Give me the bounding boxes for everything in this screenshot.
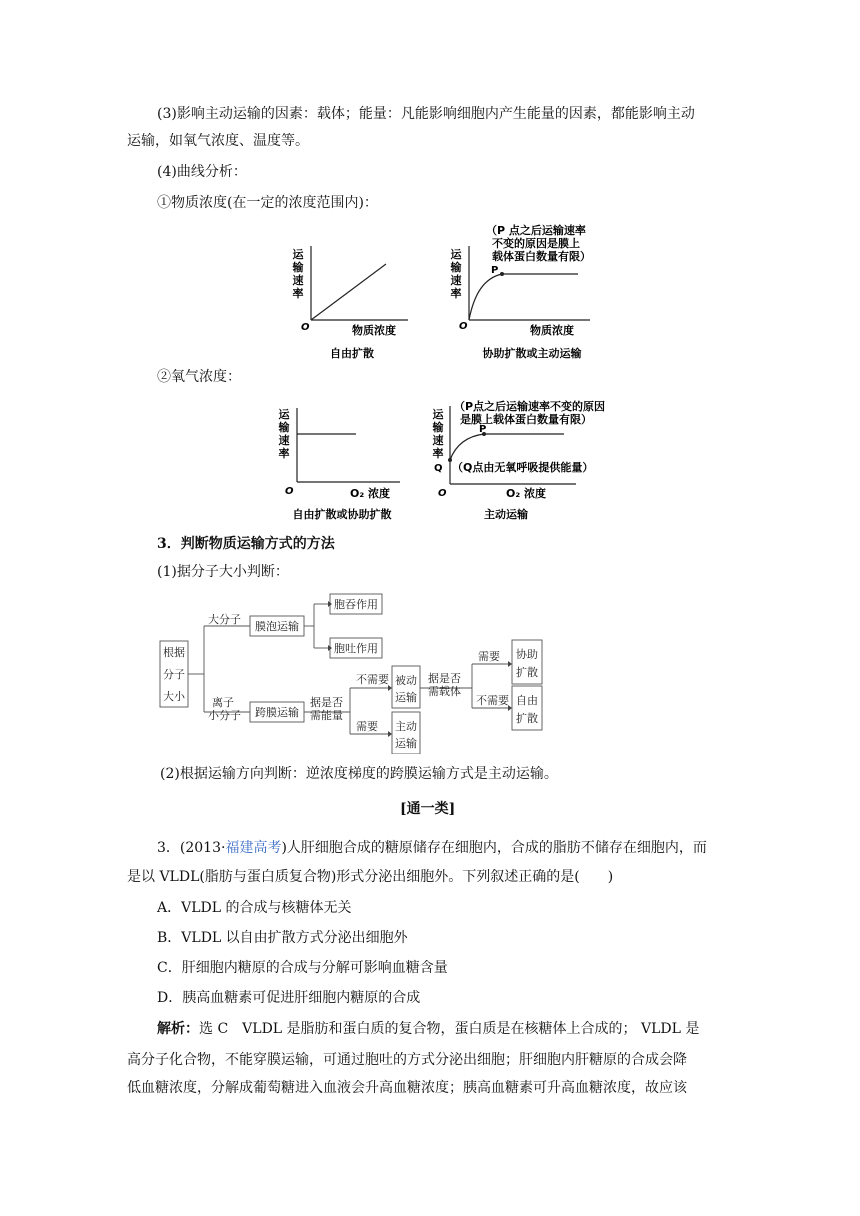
graph-oxygen-active — [426, 396, 626, 524]
svg-text:率: 率 — [432, 447, 444, 460]
origin-label: O — [459, 321, 468, 332]
analysis-text-1: 选 C VLDL 是脂肪和蛋白质的复合物，蛋白质是在核糖体上合成的； VLDL 是 — [199, 1021, 700, 1037]
label-carrier-question-2: 需载体 — [428, 685, 461, 698]
label-free-1: 自由 — [516, 694, 538, 707]
option-d: D．胰高血糖素可促进肝细胞内糖原的合成 — [157, 990, 421, 1006]
x-axis-label: O₂ 浓度 — [506, 487, 546, 500]
label-ion: 离子 — [212, 696, 234, 709]
origin-label: O — [285, 486, 294, 497]
curve-saturating — [469, 274, 578, 320]
label-passive-2: 运输 — [395, 691, 417, 704]
practice-tag: [通一类] — [400, 801, 456, 817]
x-axis-label: 物质浓度 — [352, 324, 396, 337]
svg-text:速: 速 — [450, 274, 462, 287]
analysis-line-1 — [157, 1019, 699, 1039]
label-active-2: 运输 — [395, 737, 417, 750]
question-prefix: 3．(2013· — [157, 840, 226, 856]
label-no-carrier: 不需要 — [476, 694, 509, 707]
label-facilitated-1: 协助 — [516, 648, 538, 661]
svg-text:（P点之后运输速率不变的原因: （P点之后运输速率不变的原因 — [454, 400, 606, 413]
svg-text:不变的原因是膜上: 不变的原因是膜上 — [492, 237, 580, 250]
root-label-1: 根据 — [163, 646, 185, 659]
graph-y-label — [450, 247, 463, 300]
svg-text:率: 率 — [292, 287, 304, 300]
root-label-3: 大小 — [163, 690, 185, 703]
label-facilitated-2: 扩散 — [516, 666, 538, 679]
svg-text:输: 输 — [450, 261, 462, 274]
label-active-1: 主动 — [395, 720, 417, 733]
origin-label: O — [301, 322, 310, 333]
label-exocytosis: 胞吐作用 — [334, 642, 378, 655]
option-a: A．VLDL 的合成与核糖体无关 — [157, 900, 352, 916]
origin-label: O — [438, 488, 447, 499]
label-need-carrier: 需要 — [478, 650, 500, 663]
curve-linear — [311, 264, 386, 320]
question-text: )人肝细胞合成的糖原储存在细胞内，合成的脂肪不储存在细胞内，而 — [281, 840, 707, 856]
svg-text:运: 运 — [450, 248, 462, 261]
section-heading: 3．判断物质运输方式的方法 — [157, 536, 335, 552]
svg-text:运: 运 — [292, 248, 304, 261]
paragraph-4-1: ①物质浓度(在一定的浓度范围内)： — [157, 195, 378, 211]
svg-text:运: 运 — [432, 408, 444, 421]
label-endocytosis: 胞吞作用 — [334, 598, 378, 611]
graph-free-diffusion — [280, 238, 420, 363]
transport-flowchart — [150, 588, 570, 754]
graph-y-label — [292, 247, 305, 300]
graph-y-label — [432, 407, 445, 460]
paragraph-b-1: (1)据分子大小判断： — [157, 564, 289, 580]
graph-y-label — [278, 407, 291, 460]
svg-text:速: 速 — [292, 274, 304, 287]
svg-text:运: 运 — [278, 408, 290, 421]
label-carrier-question-1: 据是否 — [428, 672, 461, 685]
label-need-energy: 需要 — [356, 720, 378, 733]
analysis-line-3: 低血糖浓度，分解成葡萄糖进入血液会升高血糖浓度；胰高血糖素可升高血糖浓度，故应该 — [127, 1080, 687, 1096]
graph-caption: 自由扩散或协助扩散 — [292, 508, 392, 521]
graph-facilitated-or-active — [440, 222, 620, 363]
x-axis-label: O₂ 浓度 — [350, 487, 390, 500]
question-line-1 — [157, 838, 707, 858]
point-q-note: （Q点由无氧呼吸提供能量） — [452, 461, 594, 474]
paragraph-4: (4)曲线分析： — [157, 164, 247, 180]
curve-saturating — [450, 434, 564, 460]
svg-text:输: 输 — [432, 421, 444, 434]
x-axis-label: 物质浓度 — [530, 324, 574, 337]
label-free-2: 扩散 — [516, 712, 538, 725]
svg-text:是膜上载体蛋白数量有限）: 是膜上载体蛋白数量有限） — [460, 413, 592, 426]
graph-note — [454, 399, 605, 426]
label-no-energy: 不需要 — [356, 673, 389, 686]
graph-caption: 协助扩散或主动运输 — [482, 347, 582, 360]
graph-caption: 主动运输 — [484, 508, 528, 521]
svg-text:载体蛋白数量有限）: 载体蛋白数量有限） — [492, 250, 591, 263]
svg-text:输: 输 — [292, 261, 304, 274]
svg-text:率: 率 — [450, 287, 462, 300]
root-label-2: 分子 — [163, 668, 185, 681]
label-energy-question-2: 需能量 — [310, 709, 343, 722]
analysis-line-2: 高分子化合物，不能穿膜运输，可通过胞吐的方式分泌出细胞；肝细胞内肝糖原的合成会降 — [127, 1052, 687, 1068]
label-big-molecule: 大分子 — [208, 613, 241, 626]
option-b: B．VLDL 以自由扩散方式分泌出细胞外 — [157, 930, 408, 946]
paragraph-3-line-2: 运输，如氧气浓度、温度等。 — [127, 133, 309, 149]
label-passive-1: 被动 — [395, 674, 417, 687]
svg-text:速: 速 — [432, 434, 444, 447]
point-p — [500, 272, 504, 276]
svg-text:（P 点之后运输速率: （P 点之后运输速率 — [486, 224, 586, 237]
graph-oxygen-passive — [270, 402, 410, 524]
point-q-label: Q — [434, 463, 443, 474]
paragraph-b-2: (2)根据运输方向判断：逆浓度梯度的跨膜运输方式是主动运输。 — [160, 766, 558, 782]
point-p-label: P — [479, 424, 487, 435]
svg-text:率: 率 — [278, 447, 290, 460]
svg-text:输: 输 — [278, 421, 290, 434]
paragraph-3-line-1: (3)影响主动运输的因素：载体；能量：凡能影响细胞内产生能量的因素，都能影响主动 — [157, 106, 695, 122]
label-small-molecule: 小分子 — [208, 709, 241, 722]
label-transmembrane: 跨膜运输 — [255, 706, 299, 719]
label-vesicle: 膜泡运输 — [255, 620, 299, 633]
graph-caption: 自由扩散 — [330, 347, 374, 360]
label-energy-question-1: 据是否 — [310, 696, 343, 709]
question-line-2: 是以 VLDL(脂肪与蛋白质复合物)形式分泌出细胞外。下列叙述正确的是( ) — [127, 869, 614, 885]
option-c: C．肝细胞内糖原的合成与分解可影响血糖含量 — [157, 960, 448, 976]
graph-note — [486, 223, 591, 263]
question-source: 福建高考 — [225, 840, 282, 856]
point-p-label: P — [491, 265, 499, 276]
analysis-label: 解析： — [157, 1021, 199, 1037]
paragraph-4-2: ②氧气浓度： — [157, 369, 241, 385]
svg-text:速: 速 — [278, 434, 290, 447]
